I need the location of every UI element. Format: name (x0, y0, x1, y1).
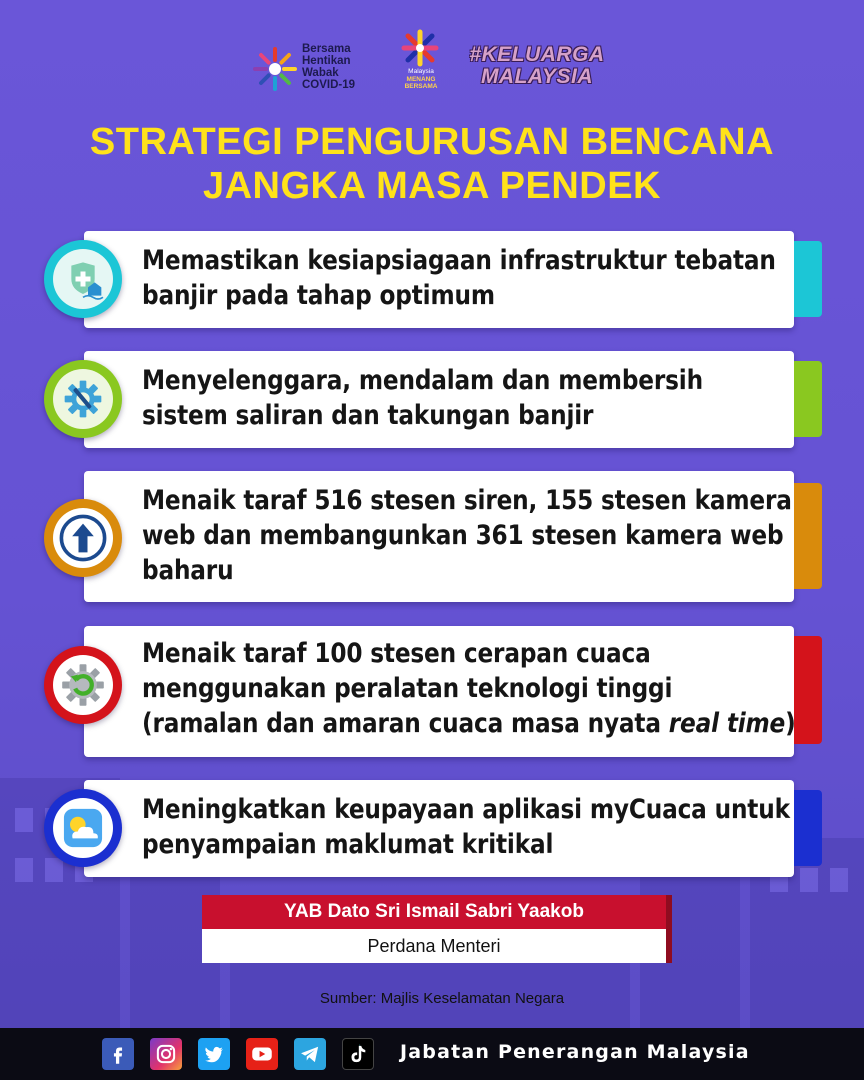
header-logos (0, 38, 864, 98)
shield-house-icon (53, 249, 113, 309)
strategy-text-line: (ramalan dan amaran cuaca masa nyata (142, 708, 669, 739)
twitter-icon[interactable] (198, 1038, 230, 1070)
malaysia-logo-line: MENANG (406, 75, 436, 83)
strategy-item-4 (40, 626, 830, 757)
icon-badge (44, 360, 122, 438)
strategy-text-line: Memastikan kesiapsiagaan infrastruktur tebatan (142, 245, 776, 276)
icon-badge (44, 240, 122, 318)
strategy-text-line: Meningkatkan keupayaan aplikasi myCuaca untuk (142, 794, 790, 825)
keluarga-logo-text (462, 44, 612, 88)
agency-name: Jabatan Penerangan Malaysia (400, 1041, 750, 1063)
accent-tab (794, 361, 822, 437)
youtube-icon[interactable] (246, 1038, 278, 1070)
strategy-text-line: sistem saliran dan takungan banjir (142, 400, 594, 431)
strategy-text-closing: ) (785, 708, 796, 739)
covid-logo-line: Wabak (302, 67, 339, 79)
social-icons (102, 1038, 374, 1070)
malaysia-menang-bersama-logo (394, 28, 448, 98)
keluarga-malaysia-logo (462, 44, 612, 96)
strategy-text-line: menggunakan peralatan teknologi tinggi (142, 673, 673, 704)
strategy-text-line: Menaik taraf 100 stesen cerapan cuaca (142, 638, 651, 669)
malaysia-logo-line: BERSAMA (404, 83, 438, 90)
covid-logo-text (302, 43, 380, 91)
strategy-text-line: web dan membangunkan 361 stesen kamera web (142, 520, 784, 551)
footer-bar (0, 1028, 864, 1080)
accent-tab (794, 241, 822, 317)
strategy-text (142, 636, 796, 741)
telegram-icon[interactable] (294, 1038, 326, 1070)
strategy-item-1 (40, 231, 830, 328)
attribution-edge (666, 895, 672, 963)
strategy-item-5 (40, 780, 830, 877)
gear-wrench-icon (53, 369, 113, 429)
weather-cloud-icon (53, 798, 113, 858)
keluarga-logo-line: #KELUARGA (469, 43, 605, 66)
strategy-text-line: baharu (142, 555, 234, 586)
strategy-text-line-3 (142, 706, 796, 741)
covid-logo-line: Hentikan (302, 55, 351, 67)
strategy-text-italic: real time (668, 708, 786, 739)
malaysia-mark-icon (400, 28, 440, 68)
title-line-2: JANGKA MASA PENDEK (202, 165, 661, 207)
malaysia-logo-caption (394, 68, 448, 91)
strategy-text (142, 363, 796, 433)
upgrade-arrow-icon (53, 508, 113, 568)
covid-logo-line: COVID-19 (302, 79, 356, 91)
source-note: Sumber: Majlis Keselamatan Negara (319, 990, 565, 1007)
strategy-item-3 (40, 471, 830, 602)
icon-badge (44, 499, 122, 577)
strategy-text-line: Menaik taraf 516 stesen siren, 155 stesen kamera (142, 485, 792, 516)
attribution-box (202, 895, 666, 963)
instagram-icon[interactable] (150, 1038, 182, 1070)
tiktok-icon[interactable] (342, 1038, 374, 1070)
refresh-gear-icon (53, 655, 113, 715)
strategy-text (142, 243, 796, 313)
covid-logo-line: Bersama (302, 43, 351, 55)
keluarga-logo-line: MALAYSIA (480, 65, 594, 88)
strategy-text-line: penyampaian maklumat kritikal (142, 829, 554, 860)
title-line-1: STRATEGI PENGURUSAN BENCANA (89, 121, 775, 163)
strategy-text (142, 483, 796, 588)
strategy-text (142, 792, 796, 862)
attribution-name: YAB Dato Sri Ismail Sabri Yaakob (202, 895, 666, 929)
strategy-text-line: Menyelenggara, mendalam dan membersih (142, 365, 703, 396)
accent-tab (794, 790, 822, 866)
facebook-icon[interactable] (102, 1038, 134, 1070)
strategy-text-line: banjir pada tahap optimum (142, 280, 495, 311)
covid-campaign-logo (252, 40, 372, 96)
malaysia-logo-line: Malaysia (408, 68, 434, 75)
covid-sun-icon (252, 46, 298, 92)
strategy-item-2 (40, 351, 830, 448)
accent-tab (794, 636, 822, 744)
page-title (0, 120, 864, 208)
icon-badge (44, 789, 122, 867)
icon-badge (44, 646, 122, 724)
accent-tab (794, 483, 822, 589)
attribution-role: Perdana Menteri (202, 929, 666, 963)
